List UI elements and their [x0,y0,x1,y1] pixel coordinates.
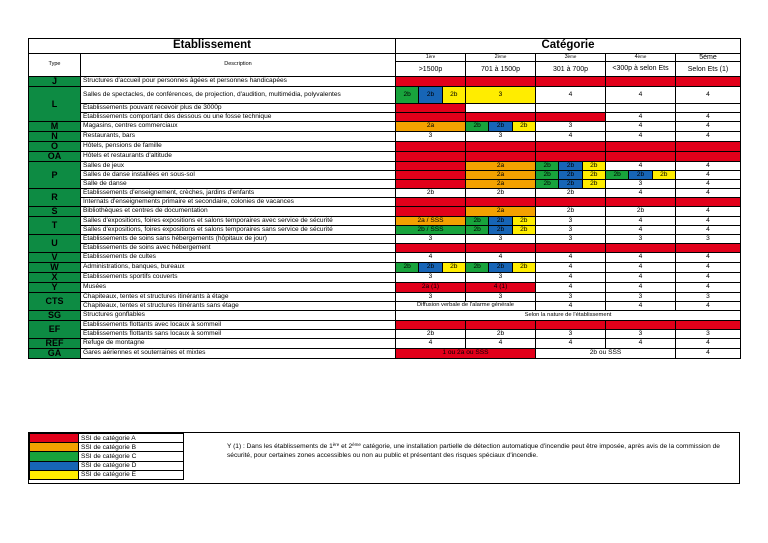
category-cell: 3 [606,293,676,302]
category-cell: 2a [466,207,536,217]
split-category-cell [536,171,605,179]
category-cell: 3 [606,235,676,244]
split-category-cell [466,263,535,272]
description-cell: Etablissements pouvant recevoir plus de 3000p [81,104,396,113]
cat-number-4: 4ème [606,54,676,62]
description-cell: Refuge de montagne [81,339,396,349]
legend-label: SSI de catégorie B [79,443,184,452]
table-row [29,263,741,273]
split-category-cell [606,171,675,179]
category-cell: 1 [606,198,676,207]
type-code: N [29,132,81,142]
category-cell: 2b [536,207,606,217]
category-cell: 3 [396,235,466,244]
description-cell: Internats d'enseignements primaire et secondaire, colonies de vacances [81,198,396,207]
description-cell: Hôtels et restaurants d'altitude [81,152,396,162]
category-cell: 4 [536,339,606,349]
category-cell: 3 [606,330,676,339]
category-cell: 1 [536,321,606,330]
category-cell: 1 [676,321,741,330]
type-code: CTS [29,293,81,311]
ssi-subcell: 2b [418,263,441,272]
description-cell: Etablissements d'enseignement, crèches, jardins d'enfants [81,189,396,198]
category-cell: 1 [676,142,741,152]
ssi-subcell: 2b [396,263,418,272]
category-cell: 1 [606,152,676,162]
type-code: T [29,217,81,235]
ssi-subcell: 2b [396,87,418,103]
category-cell: 4 [676,349,741,359]
description-cell: Administrations, banques, bureaux [81,263,396,273]
category-cell: 1 [396,142,466,152]
description-cell: Etablissements de soins avec hébergement [81,244,396,253]
ssi-subcell: 2b [582,180,605,188]
table-row [29,244,741,253]
table-row [29,283,741,293]
table-row [29,122,741,132]
description-cell: Etablissements sportifs couverts [81,273,396,283]
ssi-subcell: 2b [488,226,511,234]
ssi-subcell: 2b [536,171,558,179]
description-cell: Magasins, centres commerciaux [81,122,396,132]
type-code: EF [29,321,81,339]
legend-label: SSI de catégorie D [79,461,184,470]
ssi-subcell: 2b [512,217,535,225]
type-code: REF [29,339,81,349]
category-cell [676,104,741,113]
category-cell [466,104,536,113]
category-cell: 4 [676,87,741,104]
category-cell: 4 [606,339,676,349]
category-cell: 1 [536,77,606,87]
legend-label: SSI de catégorie C [79,452,184,461]
category-cell: 1 [396,104,466,113]
description-cell: Salle de danse [81,180,396,189]
category-cell: 1 [606,244,676,253]
type-code: SG [29,311,81,321]
category-cell: 4 [536,253,606,263]
split-category-cell [396,263,465,272]
category-cell: 3 [676,235,741,244]
category-cell [536,180,606,189]
table-row [29,226,741,235]
description-cell: Salles de danse installées en sous-sol [81,171,396,180]
table-row [29,235,741,244]
category-cell: 1 [396,152,466,162]
table-row [29,273,741,283]
category-cell [466,226,536,235]
legend-swatch [30,470,79,479]
ssi-subcell: 2b [582,171,605,179]
category-cell: 4 [676,162,741,171]
category-cell: 1 ou 2a ou SSS [396,349,536,359]
legend-label: SSI de catégorie A [79,434,184,443]
type-code: O [29,142,81,152]
table-row [29,339,741,349]
category-cell: 1 [396,171,466,180]
category-cell: 1 [536,198,606,207]
table-row [29,87,741,104]
ssi-subcell: 2b [512,226,535,234]
table-row [29,311,741,321]
category-cell: 1 [466,152,536,162]
category-cell: 4 [676,189,741,198]
description-cell: Gares aériennes et souterraines et mixtes [81,349,396,359]
ssi-subcell: 2b [652,171,675,179]
category-cell [606,104,676,113]
category-cell: 1 [396,162,466,171]
category-cell: 2b [396,189,466,198]
category-cell: 3 [396,293,466,302]
ssi-subcell: 2b [488,263,511,272]
category-cell [536,104,606,113]
category-cell: 3 [466,273,536,283]
type-code: GA [29,349,81,359]
table-row [29,217,741,226]
type-code: V [29,253,81,263]
cat-range-3: 301 à 700p [536,62,606,77]
category-cell: 4 [396,253,466,263]
category-cell: 2b [396,330,466,339]
description-cell: Hôtels, pensions de famille [81,142,396,152]
category-cell: 2b [606,207,676,217]
category-cell: 1 [396,321,466,330]
category-cell: 4 [676,217,741,226]
category-cell: 4 [676,339,741,349]
footnote: Y (1) : Dans les établissements de 1ère et 2ème catégorie, une installation partielle de détection automatique d'incendie peut être imposée, après avis de la commission de sécurité, pour certaines zones accessibles ou non au public et présentant des risques spéciaux d'incendie. [227,442,720,459]
category-cell: 3 [536,235,606,244]
category-cell: 4 [676,122,741,132]
table-row [29,330,741,339]
split-category-cell [466,122,535,131]
legend-swatch [30,461,79,470]
ssi-subcell: 2b [466,122,488,131]
etablissement-header: Etablissement [29,39,396,54]
category-cell: 2a [466,180,536,189]
type-header: Type [29,54,81,77]
category-cell: 4 [606,273,676,283]
category-cell: 3 [536,217,606,226]
category-cell: 3 [676,330,741,339]
type-code: Y [29,283,81,293]
category-cell: 4 [606,113,676,122]
category-cell [396,263,466,273]
category-cell: 2a [396,122,466,132]
category-cell [396,87,466,104]
table-row [29,189,741,198]
ssi-subcell: 2b [442,263,465,272]
category-cell: 3 [536,122,606,132]
category-cell: 3 [536,226,606,235]
category-cell: 4 [676,283,741,293]
ssi-subcell: 2b [558,162,581,170]
category-cell: 1 [536,142,606,152]
categorie-header: Catégorie [396,39,741,54]
category-cell: 1 [606,142,676,152]
category-cell: 4 [536,87,606,104]
category-cell: 4 [536,283,606,293]
category-cell: 4 [396,339,466,349]
description-cell: Etablissements de cultes [81,253,396,263]
cat-number-2: 2ème [466,54,536,62]
type-code: U [29,235,81,253]
description-cell: Etablissements flottants sans locaux à sommeil [81,330,396,339]
category-cell: 2a / SSS [396,217,466,226]
legend-row [30,452,184,461]
cat-range-5: Selon Ets (1) [676,62,741,77]
category-cell: 2a [466,162,536,171]
category-cell: 1 [606,77,676,87]
category-cell: 1 [536,244,606,253]
table-row [29,142,741,152]
category-cell: 4 [536,263,606,273]
ssi-subcell: 2b [628,171,651,179]
category-cell: 1 [466,321,536,330]
category-cell: 3 [606,180,676,189]
category-cell: 1 [396,198,466,207]
category-cell: 4 [606,162,676,171]
table-row [29,349,741,359]
category-cell: 2b [466,189,536,198]
type-code: P [29,162,81,189]
category-cell: 4 [676,302,741,311]
description-cell: Chapiteaux, tentes et structures itinérants à étage [81,293,396,302]
category-cell: 4 [536,132,606,142]
type-code: L [29,87,81,122]
description-cell: Structures d'accueil pour personnes âgées et personnes handicapées [81,77,396,87]
ssi-subcell: 2b [442,87,465,103]
category-cell: 3 [466,132,536,142]
legend-swatch [30,452,79,461]
ssi-subcell: 2b [536,180,558,188]
category-cell: 2b / SSS [396,226,466,235]
category-cell: 3 [466,293,536,302]
category-cell: 4 [606,132,676,142]
category-cell: 4 [676,253,741,263]
description-cell: Salles de spectacles, de conférences, de projection, d'audition, multimédia, polyvalentes [81,87,396,104]
category-cell: 2a (1) [396,283,466,293]
category-cell: 4 [676,132,741,142]
table-row [29,162,741,171]
ssi-subcell: 2b [558,171,581,179]
ssi-subcell: 2b [466,226,488,234]
category-cell: 3 [466,235,536,244]
category-cell: Diffusion verbale de l'alarme générale [396,302,536,311]
description-cell: Chapiteaux, tentes et structures itinérants sans étage [81,302,396,311]
description-cell: Restaurants, bars [81,132,396,142]
legend-table [29,433,184,480]
legend-label: SSI de catégorie E [79,470,184,479]
category-cell: 4 (1) [466,283,536,293]
category-cell: 1 [466,198,536,207]
category-cell: 4 [606,217,676,226]
category-cell [466,217,536,226]
cat-number-3: 3ème [536,54,606,62]
category-cell: 4 [606,226,676,235]
category-cell: 1 [536,152,606,162]
description-cell: Etablissements flottants avec locaux à sommeil [81,321,396,330]
category-cell: 4 [466,339,536,349]
category-cell: Selon la nature de l'établissement [396,311,741,321]
description-cell: Bibliothèques et centres de documentation [81,207,396,217]
category-cell: 4 [606,253,676,263]
category-cell: 1 [396,113,466,122]
category-cell: 1 [466,77,536,87]
category-cell [536,162,606,171]
type-code: W [29,263,81,273]
legend-row [30,461,184,470]
category-cell: 1 [466,113,536,122]
description-cell: Salles de jeux [81,162,396,171]
type-code: OA [29,152,81,162]
cat-range-4: <300p à selon Ets [606,62,676,77]
table-row [29,104,741,113]
category-cell: 3 [536,293,606,302]
category-cell: 3 [676,293,741,302]
description-cell: Structures gonflables [81,311,396,321]
split-category-cell [396,87,465,103]
category-cell: 2b [466,330,536,339]
category-cell: 4 [606,283,676,293]
category-cell [466,263,536,273]
category-cell: 2a [466,171,536,180]
cat-number-5: 5ème [676,54,741,62]
category-cell: 3 [396,273,466,283]
category-cell: 4 [606,189,676,198]
type-code: S [29,207,81,217]
ssi-subcell: 2b [488,217,511,225]
table-row [29,198,741,207]
category-cell: 4 [676,113,741,122]
split-category-cell [466,226,535,234]
category-cell: 4 [676,263,741,273]
category-cell: 4 [606,302,676,311]
legend-box [28,432,740,484]
legend-swatch [30,434,79,443]
description-cell: Salles d'expositions, foires expositions et salons temporaires sans service de sécurité [81,226,396,235]
type-code: J [29,77,81,87]
ssi-subcell: 2b [606,171,628,179]
ssi-subcell: 2b [466,217,488,225]
category-cell: 1 [606,321,676,330]
ssi-category-table [28,38,741,359]
table-row [29,302,741,311]
ssi-subcell: 2b [512,263,535,272]
legend-row [30,443,184,452]
description-header: Description [81,54,396,77]
category-cell: 3 [466,87,536,104]
ssi-subcell: 2b [488,122,511,131]
table-row [29,132,741,142]
category-cell: 4 [536,302,606,311]
category-cell: 1 [466,142,536,152]
table-row [29,253,741,263]
ssi-subcell: 2b [558,180,581,188]
type-code: R [29,189,81,207]
category-cell: 4 [536,273,606,283]
category-cell: 4 [676,180,741,189]
table-row [29,171,741,180]
category-cell: 4 [466,253,536,263]
category-cell: 1 [676,77,741,87]
category-cell [466,122,536,132]
legend-swatch [30,443,79,452]
description-cell: Etablissements de soins sans hébergements (hôpitaux de jour) [81,235,396,244]
category-cell: 1 [676,198,741,207]
category-cell: 4 [606,263,676,273]
category-cell [606,171,676,180]
table-row [29,152,741,162]
category-cell: 4 [676,273,741,283]
table-row [29,113,741,122]
ssi-subcell: 2b [536,162,558,170]
legend-row [30,470,184,479]
cat-range-2: 701 à 1500p [466,62,536,77]
category-cell: 1 [536,113,606,122]
category-cell: 1 [396,207,466,217]
category-cell: 1 [676,152,741,162]
cat-number-1: 1ère [396,54,466,62]
category-cell: 4 [606,122,676,132]
ssi-subcell: 2b [466,263,488,272]
cat-range-1: >1500p [396,62,466,77]
category-cell: 1 [396,244,466,253]
split-category-cell [536,162,605,170]
split-category-cell [466,217,535,225]
category-cell: 3 [396,132,466,142]
ssi-subcell: 2b [418,87,441,103]
category-cell: 4 [676,207,741,217]
category-cell [536,171,606,180]
category-cell: 4 [606,87,676,104]
table-row [29,180,741,189]
description-cell: Etablissements comportant des dessous ou une fosse technique [81,113,396,122]
table-row [29,77,741,87]
description-cell: Musées [81,283,396,293]
category-cell: 4 [676,226,741,235]
ssi-subcell: 2b [582,162,605,170]
table-row [29,321,741,330]
ssi-subcell: 2b [512,122,535,131]
category-cell: 1 [466,244,536,253]
category-cell: 1 [676,244,741,253]
category-cell: 2b [536,189,606,198]
split-category-cell [536,180,605,188]
category-cell: 2b ou SSS [536,349,676,359]
category-cell: 4 [676,171,741,180]
description-cell: Salles d'expositions, foires expositions et salons temporaires avec service de sécurité [81,217,396,226]
type-code: M [29,122,81,132]
category-cell: 1 [396,180,466,189]
category-cell: 1 [396,77,466,87]
table-row [29,207,741,217]
type-code: X [29,273,81,283]
table-row [29,293,741,302]
category-cell: 3 [536,330,606,339]
legend-row [30,434,184,443]
